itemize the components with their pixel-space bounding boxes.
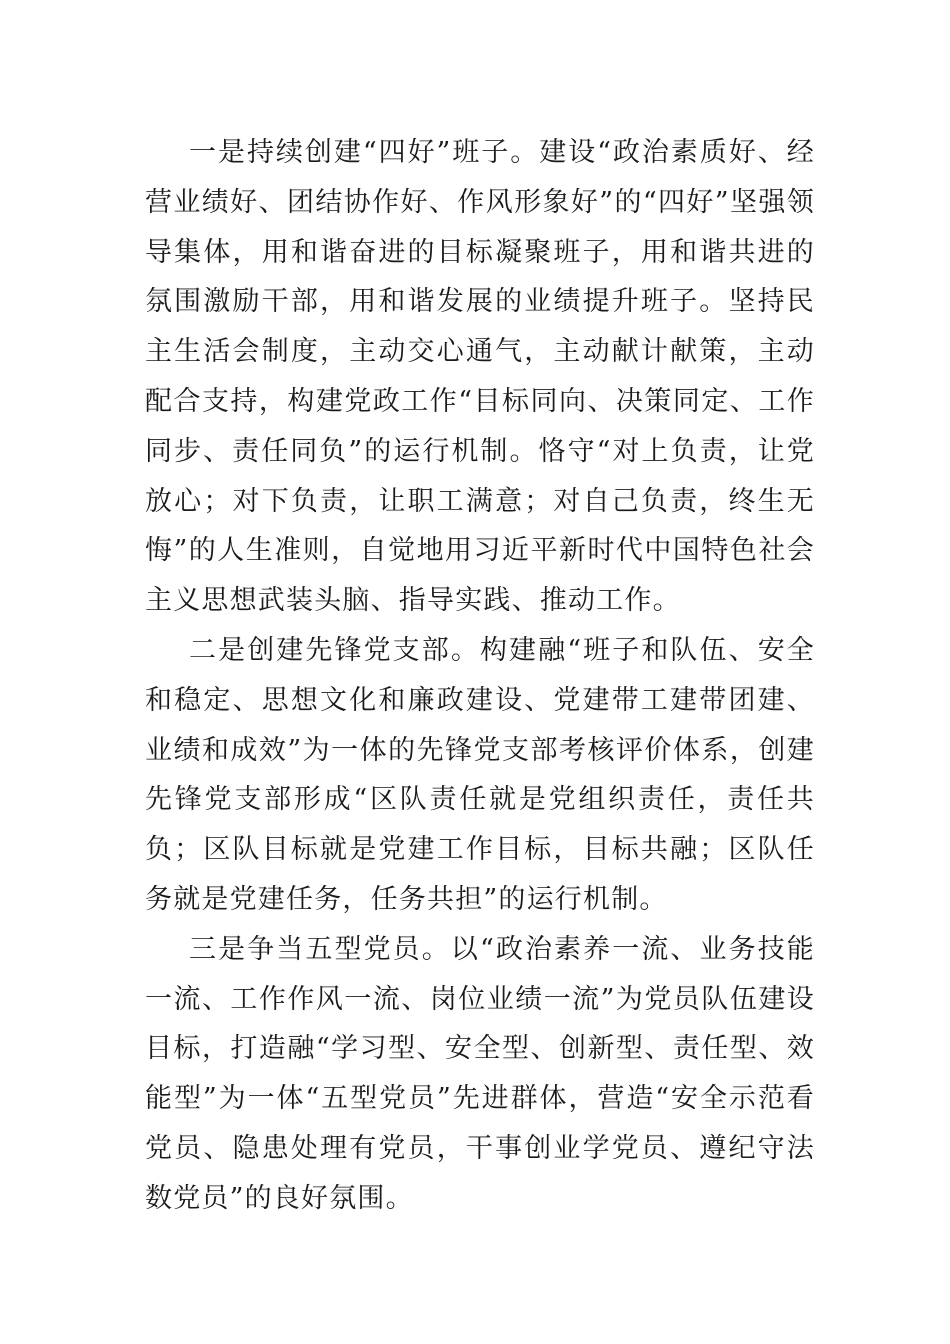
paragraph-goal-four-good-leadership: 一是持续创建“四好”班子。建设“政治素质好、经营业绩好、团结协作好、作风形象好”的“四好”坚强领导集体，用和谐奋进的目标凝聚班子，用和谐共进的氛围激励干部，用和谐发展的业绩提升班子。坚持民主生活会制度，主动交心通气，主动献计献策，主动配合支持，构建党政工作“目标同向、决策同定、工作同步、责任同负”的运行机制。恪守“对上负责，让党放心；对下负责，让职工满意；对自己负责，终生无悔”的人生准则，自觉地用习近平新时代中国特色社会主义思想武装头脑、指导实践、推动工作。 [145,137,815,617]
paragraph-pioneer-party-branch: 二是创建先锋党支部。构建融“班子和队伍、安全和稳定、思想文化和廉政建设、党建带工建带团建、业绩和成效”为一体的先锋党支部考核评价体系，创建先锋党支部形成“区队责任就是党组织责任，责任共负；区队目标就是党建工作目标，目标共融；区队任务就是党建任务，任务共担”的运行机制。 [145,634,815,915]
paragraph-five-type-party-members: 三是争当五型党员。以“政治素养一流、业务技能一流、工作作风一流、岗位业绩一流”为党员队伍建设目标，打造融“学习型、安全型、创新型、责任型、效能型”为一体“五型党员”先进群体，营造“安全示范看党员、隐患处理有党员，干事创业学党员、遵纪守法数党员”的良好氛围。 [145,933,815,1214]
document-body [145,128,815,1224]
